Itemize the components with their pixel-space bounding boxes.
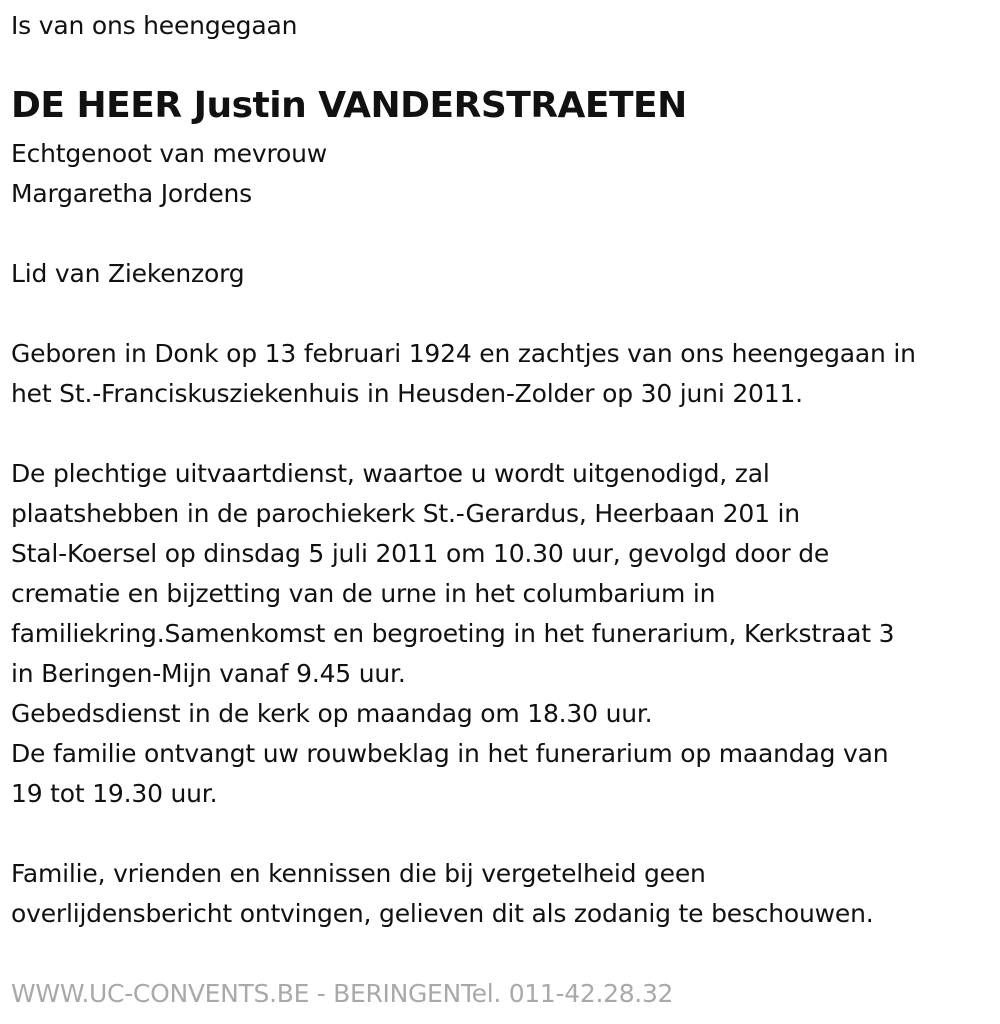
service-line: De plechtige uitvaartdienst, waartoe u wordt uitgenodigd, zal	[11, 459, 770, 488]
closing-paragraph	[11, 854, 874, 934]
spouse-line: Margaretha Jordens	[11, 179, 252, 208]
service-line: De familie ontvangt uw rouwbeklag in het funerarium op maandag van	[11, 739, 889, 768]
closing-line: Familie, vrienden en kennissen die bij vergetelheid geen	[11, 859, 706, 888]
membership-text: Lid van Ziekenzorg	[11, 259, 245, 288]
service-line: in Beringen-Mijn vanaf 9.45 uur.	[11, 659, 406, 688]
membership-block	[11, 254, 244, 294]
intro-text: Is van ons heengegaan	[11, 11, 298, 40]
service-line: plaatshebben in de parochiekerk St.-Gerardus, Heerbaan 201 in	[11, 499, 800, 528]
service-line: Gebedsdienst in de kerk op maandag om 18.30 uur.	[11, 699, 653, 728]
service-line: Stal-Koersel op dinsdag 5 juli 2011 om 10.30 uur, gevolgd door de	[11, 539, 830, 568]
birth-line: Geboren in Donk op 13 februari 1924 en zachtjes van ons heengegaan in	[11, 339, 916, 368]
service-paragraph	[11, 454, 894, 814]
birth-line: het St.-Franciskusziekenhuis in Heusden-Zolder op 30 juni 2011.	[11, 379, 803, 408]
closing-line: overlijdensbericht ontvingen, gelieven dit als zodanig te beschouwen.	[11, 899, 874, 928]
deceased-name: DE HEER Justin VANDERSTRAETEN	[11, 85, 687, 126]
service-line: familiekring.Samenkomst en begroeting in het funerarium, Kerkstraat 3	[11, 619, 895, 648]
service-line: 19 tot 19.30 uur.	[11, 779, 218, 808]
service-line: crematie en bijzetting van de urne in het columbarium in	[11, 579, 716, 608]
spouse-line: Echtgenoot van mevrouw	[11, 139, 327, 168]
spouse-block	[11, 134, 327, 214]
footer-contact: WWW.UC-CONVENTS.BE - BERINGENTel. 011-42.28.32	[11, 979, 674, 1008]
birth-paragraph	[11, 334, 916, 414]
